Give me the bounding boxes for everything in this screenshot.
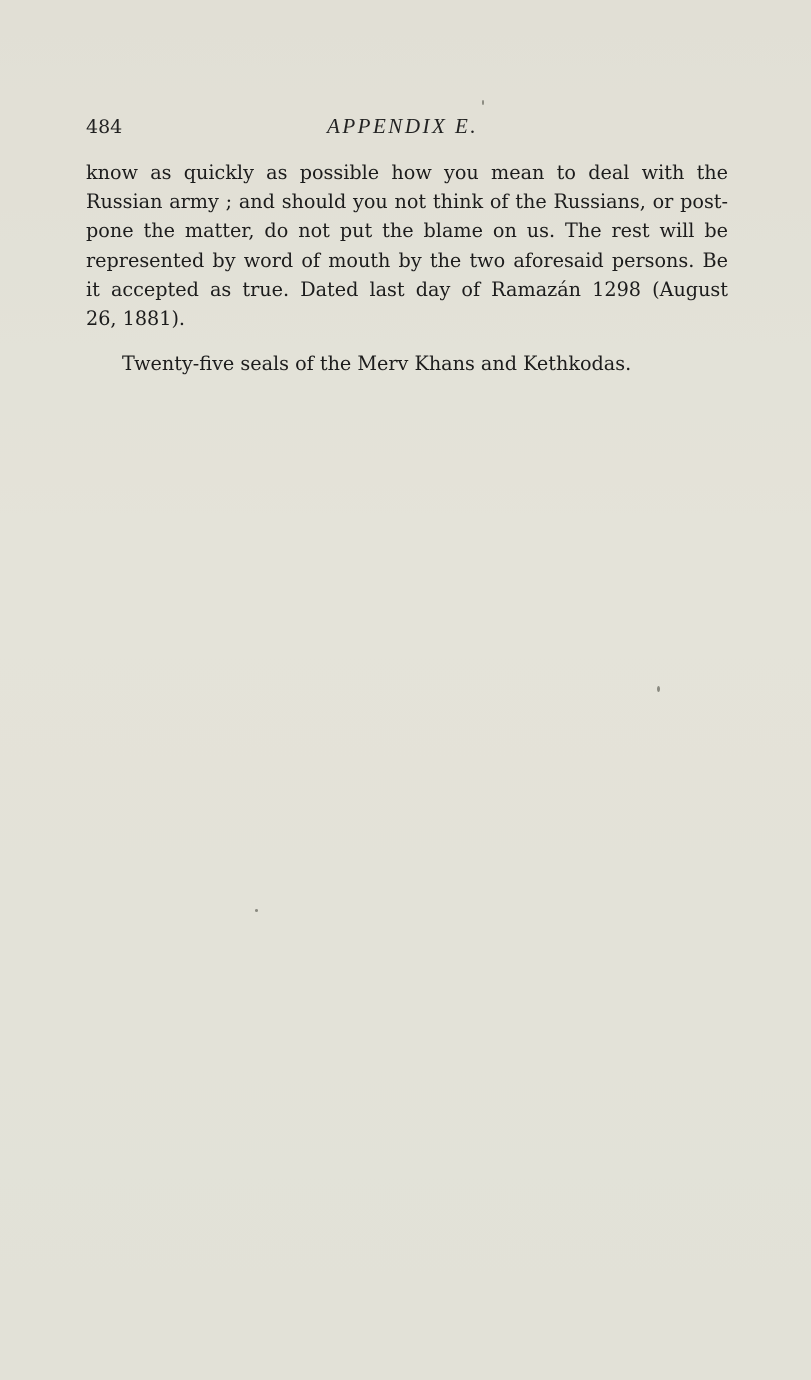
paper-speck — [482, 100, 484, 105]
page-number: 484 — [86, 116, 123, 138]
paper-speck — [657, 686, 660, 692]
body-line: represented by word of mouth by the two aforesaid persons. Be — [86, 248, 728, 272]
running-head — [0, 114, 811, 144]
running-title: APPENDIX E. — [327, 114, 479, 138]
body-paragraph — [86, 158, 728, 333]
body-line: 26, 1881). — [86, 307, 186, 331]
paper-speck — [255, 909, 258, 912]
body-line: Russian army ; and should you not think of the Russians, or post- — [86, 190, 728, 214]
body-line: pone the matter, do not put the blame on us. The rest will be — [86, 219, 728, 243]
body-line: it accepted as true. Dated last day of Ramazán 1298 (August — [86, 277, 728, 301]
seals-note: Twenty-five seals of the Merv Khans and Kethkodas. — [122, 352, 632, 375]
body-line: know as quickly as possible how you mean to deal with the — [86, 161, 728, 184]
